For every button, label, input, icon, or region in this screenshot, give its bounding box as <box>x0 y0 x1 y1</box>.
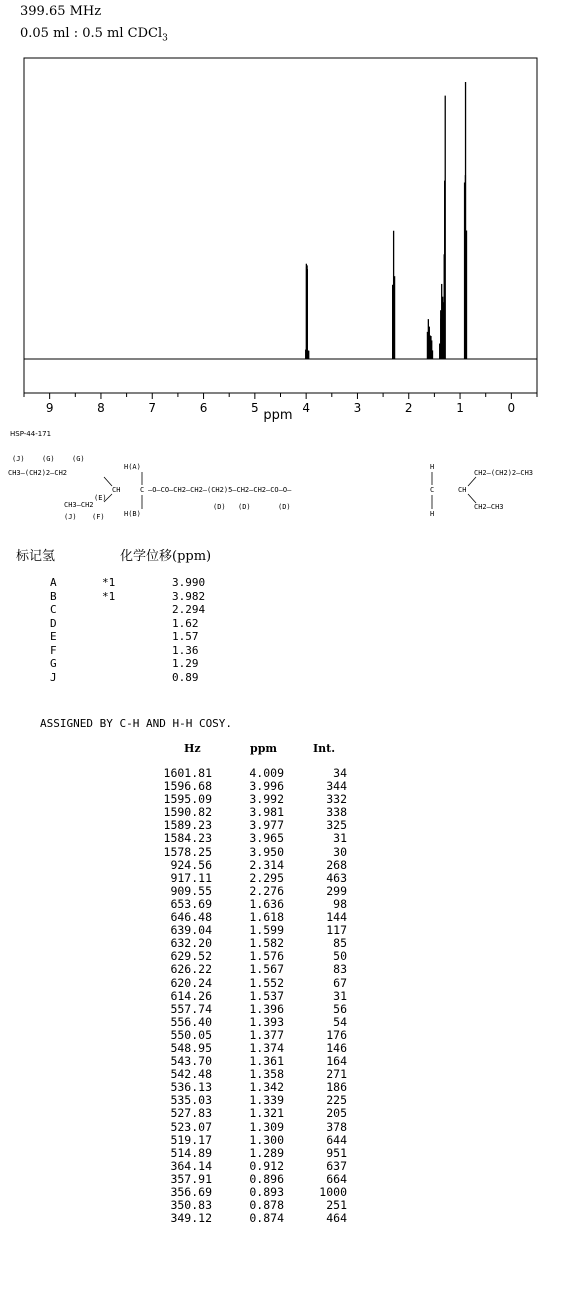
peak-hz: 527.83 <box>170 1106 212 1121</box>
peak-ppm: 1.567 <box>249 962 284 977</box>
peak-hz: 1590.82 <box>163 805 212 820</box>
label-d3: (D) <box>278 503 291 511</box>
peak-hz: 548.95 <box>170 1040 212 1055</box>
peak-hz: 626.22 <box>170 962 212 977</box>
bond-ch-to-top-chain <box>104 477 112 486</box>
peak-row <box>0 897 570 910</box>
assignment-row <box>0 644 570 658</box>
peak-row <box>0 1067 570 1080</box>
label-d1: (D) <box>213 503 226 511</box>
label-e: (E) <box>94 494 107 502</box>
peak-ppm: 1.374 <box>249 1040 284 1055</box>
peak-row <box>0 1198 570 1211</box>
label-g1: (G) <box>42 455 55 463</box>
assignment-method-note: ASSIGNED BY C-H AND H-H COSY. <box>40 717 233 730</box>
peak-ppm: 3.950 <box>249 844 284 859</box>
peak-ppm: 1.358 <box>249 1067 284 1082</box>
assignment-shift: 3.990 <box>172 576 206 589</box>
peak-ppm: 1.552 <box>249 975 284 990</box>
peak-int: 186 <box>326 1080 347 1095</box>
assignment-label: G <box>50 657 57 670</box>
spectrometer-frequency: 399.65 MHz <box>20 4 102 19</box>
right-chain-bottom: CH2—CH3 <box>474 503 504 511</box>
peak-ppm: 1.361 <box>249 1054 284 1069</box>
peak-int: 268 <box>326 857 347 872</box>
sample-concentration-subscript: 3 <box>162 33 168 44</box>
peak-hz: 632.20 <box>170 936 212 951</box>
peak-row <box>0 1185 570 1198</box>
peak-int: 338 <box>326 805 347 820</box>
center-carbon: C <box>140 486 145 494</box>
peak-int: 54 <box>333 1014 347 1029</box>
peak-row <box>0 766 570 779</box>
peak-row <box>0 831 570 844</box>
sample-concentration-text: 0.05 ml : 0.5 ml CDCl <box>20 26 163 41</box>
peak-ppm: 1.393 <box>249 1014 284 1029</box>
peak-hz: 924.56 <box>170 857 212 872</box>
peak-ppm: 1.618 <box>249 910 284 925</box>
assignment-shift: 1.29 <box>172 657 199 670</box>
label-g2: (G) <box>72 455 85 463</box>
peak-hz: 917.11 <box>170 870 212 885</box>
peak-hz: 1589.23 <box>163 818 212 833</box>
peak-int: 34 <box>333 766 347 780</box>
peak-row <box>0 1093 570 1106</box>
peak-int: 251 <box>326 1198 347 1213</box>
peak-ppm: 4.009 <box>249 766 284 780</box>
assignment-note: *1 <box>102 589 116 603</box>
peak-ppm: 0.878 <box>249 1198 284 1213</box>
assignment-label: E <box>50 630 57 643</box>
x-tick-label: 5 <box>251 401 259 415</box>
x-tick-label: 6 <box>199 401 208 415</box>
assignment-shift: 3.982 <box>172 589 206 603</box>
peak-hz: 514.89 <box>170 1145 212 1160</box>
peak-ppm: 3.981 <box>249 805 284 820</box>
peak-ppm: 0.896 <box>249 1171 284 1186</box>
peak-int: 117 <box>326 923 347 938</box>
peak-hz: 350.83 <box>170 1198 212 1213</box>
peak-int: 85 <box>333 936 347 951</box>
peak-hz: 646.48 <box>170 910 212 925</box>
peak-hz: 556.40 <box>170 1014 212 1029</box>
peak-row <box>0 1106 570 1119</box>
peak-row <box>0 1159 570 1172</box>
peak-ppm: 0.874 <box>249 1211 284 1226</box>
peak-int: 378 <box>326 1119 347 1134</box>
peak-row <box>0 1028 570 1041</box>
assignment-shift: 1.57 <box>172 630 199 643</box>
assignment-label: C <box>50 603 57 616</box>
peak-hz: 1595.09 <box>163 792 212 807</box>
peak-int: 225 <box>326 1093 347 1108</box>
peak-row <box>0 871 570 884</box>
peak-hz: 542.48 <box>170 1067 212 1082</box>
assignment-row <box>0 603 570 617</box>
peak-hz: 1601.81 <box>163 766 212 780</box>
peak-ppm: 1.342 <box>249 1080 284 1095</box>
assignment-label: B <box>50 589 57 603</box>
peak-row <box>0 1054 570 1067</box>
peak-int: 31 <box>333 831 347 846</box>
peak-ppm: 1.289 <box>249 1145 284 1160</box>
peak-int: 144 <box>326 910 347 925</box>
peak-row <box>0 1146 570 1159</box>
assignment-note: *1 <box>102 576 116 589</box>
assignment-row <box>0 617 570 631</box>
peak-int: 1000 <box>319 1185 347 1199</box>
peak-hz: 620.24 <box>170 975 212 990</box>
peak-int: 30 <box>333 844 347 859</box>
assignment-label: A <box>50 576 57 589</box>
x-tick-label: 1 <box>456 401 464 415</box>
peak-ppm: 1.537 <box>249 988 284 1003</box>
peak-row <box>0 976 570 989</box>
assignment-header-label: 标记氢 <box>16 549 56 564</box>
x-axis-label: ppm <box>263 408 293 423</box>
right-chain-top: CH2—(CH2)2—CH3 <box>474 469 534 477</box>
peak-hz: 356.69 <box>170 1185 212 1199</box>
label-ha: H(A) <box>124 463 141 471</box>
peak-int: 463 <box>326 870 347 885</box>
assignment-row <box>0 671 570 685</box>
peak-table <box>0 766 570 1224</box>
peak-int: 332 <box>326 792 347 807</box>
assignment-header-shift: 化学位移(ppm) <box>120 549 212 564</box>
peak-ppm: 0.893 <box>249 1185 284 1199</box>
peak-int: 31 <box>333 988 347 1003</box>
peak-int: 56 <box>333 1001 347 1016</box>
peak-row <box>0 1172 570 1185</box>
label-j-top: (J) <box>12 455 25 463</box>
peak-int: 299 <box>326 883 347 898</box>
plot-frame <box>24 58 537 393</box>
peak-int: 50 <box>333 949 347 964</box>
peak-row <box>0 1015 570 1028</box>
peak-ppm: 1.377 <box>249 1027 284 1042</box>
peak-hz: 614.26 <box>170 988 212 1003</box>
assignment-table <box>0 576 570 684</box>
peak-ppm: 1.309 <box>249 1119 284 1134</box>
peak-row <box>0 962 570 975</box>
peak-hz: 1578.25 <box>163 844 212 859</box>
peak-row <box>0 923 570 936</box>
chemical-structure <box>0 445 570 525</box>
assignment-row <box>0 630 570 644</box>
label-j-bottom: (J) <box>64 513 77 521</box>
x-tick-label: 4 <box>302 401 310 415</box>
assignment-shift: 1.36 <box>172 643 199 657</box>
peak-row <box>0 1133 570 1146</box>
x-tick-label: 9 <box>45 401 54 415</box>
assignment-shift: 1.62 <box>172 616 199 630</box>
peak-int: 325 <box>326 818 347 833</box>
right-ch: CH <box>458 486 467 494</box>
peak-header-int: Int. <box>313 742 336 755</box>
right-carbon: C <box>430 486 435 494</box>
peak-header-ppm: ppm <box>250 742 278 755</box>
peak-hz: 349.12 <box>170 1211 212 1226</box>
assignment-label: F <box>50 643 57 657</box>
peak-hz: 639.04 <box>170 923 212 938</box>
peak-hz: 543.70 <box>170 1054 212 1069</box>
peak-header-hz: Hz <box>184 742 201 755</box>
peak-ppm: 1.300 <box>249 1132 284 1147</box>
peak-ppm: 3.965 <box>249 831 284 846</box>
peak-hz: 357.91 <box>170 1171 212 1186</box>
peak-row <box>0 1080 570 1093</box>
peak-int: 637 <box>326 1158 347 1173</box>
peak-ppm: 2.314 <box>249 857 284 872</box>
x-tick-label: 8 <box>97 401 105 415</box>
assignment-header <box>0 545 570 565</box>
left-chain-top: CH3—(CH2)2—CH2 <box>8 469 68 477</box>
bond-rch-to-bottom-chain <box>468 494 476 503</box>
left-chain-bottom: CH3—CH2 <box>64 501 94 509</box>
peak-row <box>0 1002 570 1015</box>
left-ch: CH <box>112 486 121 494</box>
assignment-label: J <box>50 670 57 684</box>
x-tick-label: 2 <box>404 401 413 415</box>
x-tick-label: 7 <box>148 401 157 415</box>
peak-hz: 523.07 <box>170 1119 212 1134</box>
peak-ppm: 1.582 <box>249 936 284 951</box>
peak-row <box>0 989 570 1002</box>
nmr-spectrum-chart <box>0 40 570 430</box>
peak-int: 464 <box>326 1211 347 1226</box>
peak-ppm: 1.599 <box>249 923 284 938</box>
x-tick-label: 0 <box>507 401 516 415</box>
peak-int: 664 <box>326 1171 347 1186</box>
peak-ppm: 1.339 <box>249 1093 284 1108</box>
peak-row <box>0 845 570 858</box>
peak-row <box>0 949 570 962</box>
right-h-top: H <box>430 463 435 471</box>
peak-hz: 653.69 <box>170 896 212 911</box>
label-f: (F) <box>92 513 105 521</box>
peak-ppm: 1.321 <box>249 1106 284 1121</box>
bond-rch-to-top-chain <box>468 477 476 486</box>
plot-border <box>24 58 537 393</box>
sample-code: HSP-44-171 <box>10 430 52 438</box>
peak-row <box>0 1211 570 1224</box>
peak-int: 644 <box>326 1132 347 1147</box>
peak-int: 98 <box>333 896 347 911</box>
peak-ppm: 0.912 <box>249 1158 284 1173</box>
assignment-row <box>0 657 570 671</box>
peak-ppm: 3.996 <box>249 779 284 794</box>
peak-hz: 535.03 <box>170 1093 212 1108</box>
assignment-row <box>0 576 570 590</box>
peak-ppm: 2.276 <box>249 883 284 898</box>
peak-hz: 557.74 <box>170 1001 212 1016</box>
peak-row <box>0 910 570 923</box>
peak-row <box>0 1120 570 1133</box>
label-hb: H(B) <box>124 510 141 518</box>
peak-ppm: 1.636 <box>249 896 284 911</box>
peak-int: 344 <box>326 779 347 794</box>
peak-int: 146 <box>326 1040 347 1055</box>
peak-hz: 536.13 <box>170 1080 212 1095</box>
backbone-chain: —O—CO—CH2—CH2—(CH2)5—CH2—CH2—CO—O— <box>148 486 292 494</box>
peak-row <box>0 792 570 805</box>
peak-int: 205 <box>326 1106 347 1121</box>
label-d2: (D) <box>238 503 251 511</box>
peak-hz: 519.17 <box>170 1132 212 1147</box>
spectrum-peaks <box>306 82 467 359</box>
assignment-shift: 0.89 <box>172 670 199 684</box>
peak-row <box>0 818 570 831</box>
peak-int: 176 <box>326 1027 347 1042</box>
peak-row <box>0 884 570 897</box>
peak-hz: 364.14 <box>170 1158 212 1173</box>
peak-row <box>0 1041 570 1054</box>
peak-row <box>0 858 570 871</box>
peak-int: 164 <box>326 1054 347 1069</box>
peak-row <box>0 805 570 818</box>
assignment-label: D <box>50 616 57 630</box>
peak-table-header <box>0 742 570 758</box>
peak-hz: 550.05 <box>170 1027 212 1042</box>
peak-int: 951 <box>326 1145 347 1160</box>
peak-ppm: 1.396 <box>249 1001 284 1016</box>
peak-row <box>0 936 570 949</box>
assignment-row <box>0 590 570 604</box>
peak-hz: 1596.68 <box>163 779 212 794</box>
assignment-shift: 2.294 <box>172 603 206 616</box>
peak-hz: 909.55 <box>170 883 212 898</box>
x-tick-label: 3 <box>353 401 362 415</box>
peak-int: 83 <box>333 962 347 977</box>
peak-hz: 1584.23 <box>163 831 212 846</box>
peak-ppm: 3.992 <box>249 792 284 807</box>
peak-ppm: 2.295 <box>249 870 284 885</box>
peak-int: 271 <box>326 1067 347 1082</box>
peak-int: 67 <box>333 975 347 990</box>
peak-hz: 629.52 <box>170 949 212 964</box>
peak-ppm: 3.977 <box>249 818 284 833</box>
peak-ppm: 1.576 <box>249 949 284 964</box>
right-h-bottom: H <box>430 510 435 518</box>
peak-row <box>0 779 570 792</box>
